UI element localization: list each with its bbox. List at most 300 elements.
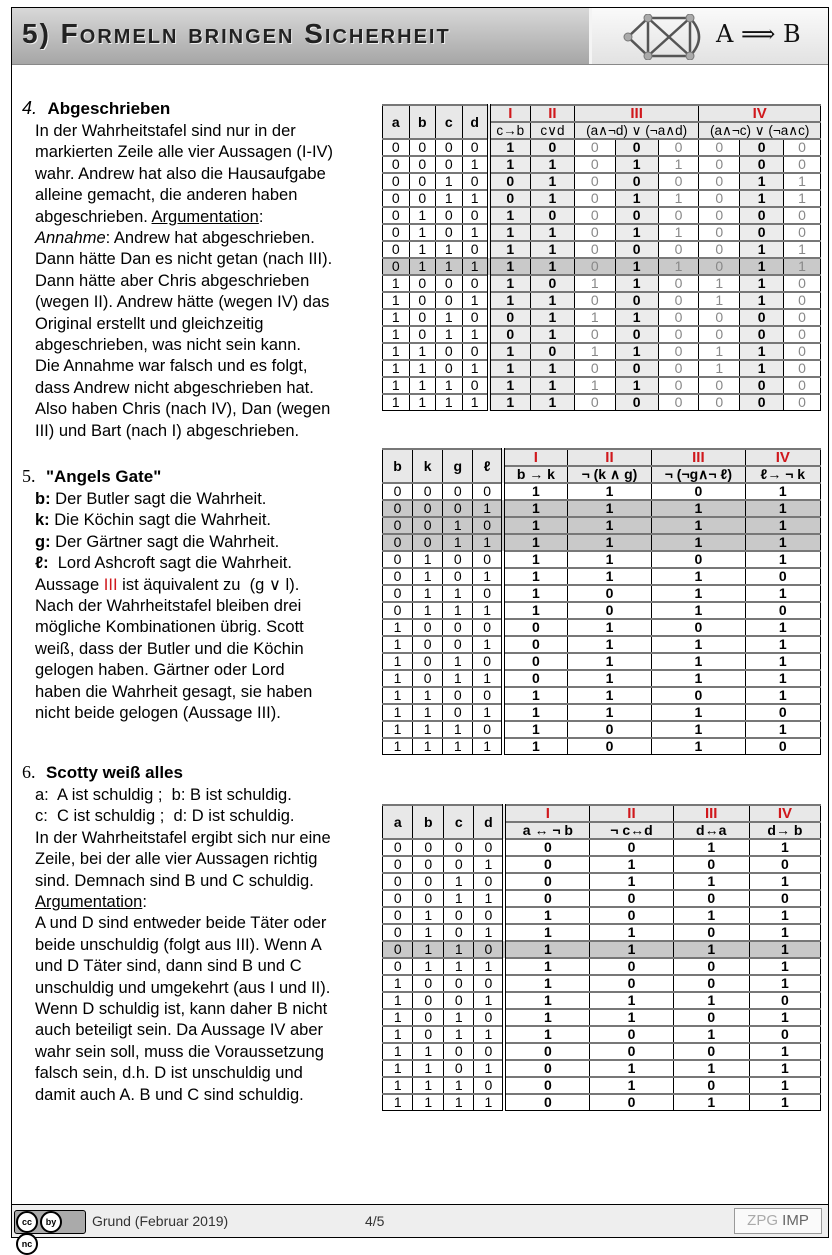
value-cell: 0 [590, 890, 673, 907]
value-cell: 0 [503, 670, 567, 687]
table-row [383, 360, 821, 377]
var-cell: 1 [383, 343, 410, 360]
var-cell: 0 [474, 1043, 504, 1060]
value-cell: 1 [740, 360, 784, 377]
table-row [383, 636, 821, 653]
var-cell: 1 [473, 670, 503, 687]
value-cell: 1 [652, 500, 745, 517]
table-row [383, 500, 821, 517]
var-cell: 1 [443, 602, 473, 619]
value-cell: 1 [745, 534, 820, 551]
value-cell: 0 [658, 207, 699, 224]
value-cell: 1 [673, 839, 749, 856]
value-cell: 1 [615, 258, 658, 275]
var-cell: 0 [474, 839, 504, 856]
value-cell: 1 [489, 394, 531, 411]
value-cell: 1 [784, 173, 821, 190]
value-cell: 0 [574, 241, 615, 258]
value-cell: 1 [699, 292, 740, 309]
value-cell: 1 [784, 241, 821, 258]
statement-number: II [567, 449, 651, 466]
definition-line [35, 553, 380, 574]
value-cell: 0 [503, 636, 567, 653]
var-cell: 0 [474, 975, 504, 992]
value-cell: 1 [749, 839, 820, 856]
text-line [35, 207, 380, 228]
value-cell: 1 [615, 343, 658, 360]
var-cell: 0 [473, 653, 503, 670]
var-cell: 1 [436, 241, 463, 258]
value-cell: 1 [503, 568, 567, 585]
var-cell: 0 [413, 670, 443, 687]
value-cell: 0 [590, 839, 673, 856]
value-cell: 0 [673, 856, 749, 873]
value-cell: 1 [567, 500, 651, 517]
brand-zpg: ZPG [747, 1212, 778, 1229]
var-cell: 0 [413, 636, 443, 653]
value-cell: 1 [567, 704, 651, 721]
footer-author: Grund (Februar 2019) [92, 1213, 229, 1229]
section-number: 5. [22, 466, 36, 486]
value-cell: 1 [590, 924, 673, 941]
value-cell: 0 [615, 173, 658, 190]
formula-header: d↔a [673, 822, 749, 839]
value-cell: 0 [530, 139, 574, 156]
value-cell: 1 [740, 173, 784, 190]
var-cell: 1 [462, 258, 489, 275]
section-heading [22, 466, 380, 487]
var-cell: 0 [409, 156, 436, 173]
var-cell: 1 [409, 343, 436, 360]
value-cell: 0 [673, 975, 749, 992]
value-cell: 0 [699, 156, 740, 173]
value-cell: 0 [652, 551, 745, 568]
section-5 [22, 466, 380, 724]
value-cell: 0 [699, 190, 740, 207]
value-cell: 1 [673, 873, 749, 890]
var-cell: 1 [413, 1043, 443, 1060]
var-cell: 1 [409, 394, 436, 411]
section-6 [22, 762, 380, 1106]
value-cell: 1 [749, 958, 820, 975]
var-cell: 0 [443, 636, 473, 653]
argumentation-label: Argumentation [35, 893, 143, 912]
var-cell: 1 [383, 687, 413, 704]
value-cell: 0 [784, 360, 821, 377]
var-cell: 1 [462, 292, 489, 309]
value-cell: 0 [658, 241, 699, 258]
var-cell: 0 [383, 958, 413, 975]
section-text [22, 785, 380, 1106]
value-cell: 1 [503, 721, 567, 738]
var-cell: 0 [413, 873, 443, 890]
text-line: a: A ist schuldig ; b: B ist schuldig. [35, 786, 292, 804]
var-cell: 0 [409, 190, 436, 207]
value-cell: 1 [745, 517, 820, 534]
value-cell: 1 [652, 568, 745, 585]
table-row [383, 941, 821, 958]
var-cell: 1 [413, 687, 443, 704]
var-cell: 1 [383, 1077, 413, 1094]
value-cell: 0 [504, 890, 589, 907]
var-cell: 0 [474, 1077, 504, 1094]
table-row [383, 619, 821, 636]
var-cell: 0 [383, 873, 413, 890]
var-cell: 0 [473, 483, 503, 500]
statement-number: III [673, 805, 749, 822]
var-cell: 0 [413, 975, 443, 992]
value-cell: 1 [567, 653, 651, 670]
value-cell: 1 [504, 958, 589, 975]
var-cell: 0 [383, 839, 413, 856]
var-cell: 0 [413, 839, 443, 856]
table-row [383, 568, 821, 585]
value-cell: 0 [673, 1077, 749, 1094]
var-cell: 1 [473, 636, 503, 653]
value-cell: 0 [574, 292, 615, 309]
table-row [383, 890, 821, 907]
value-cell: 1 [740, 275, 784, 292]
var-cell: 0 [383, 924, 413, 941]
value-cell: 0 [749, 890, 820, 907]
text-span: : [142, 893, 147, 912]
text-line: auch beteiligt sein. Da Aussage IV aber [35, 1021, 324, 1040]
table-row [383, 551, 821, 568]
text-line: Dann hätte aber Chris abgeschrieben [35, 271, 310, 290]
value-cell: 0 [503, 653, 567, 670]
var-cell: 0 [413, 1009, 443, 1026]
value-cell: 0 [504, 1094, 589, 1111]
value-cell: 0 [740, 139, 784, 156]
table-row [383, 856, 821, 873]
value-cell: 1 [567, 636, 651, 653]
var-cell: 1 [413, 1094, 443, 1111]
section-heading [22, 98, 380, 119]
var-cell: 0 [383, 207, 410, 224]
value-cell: 1 [673, 1060, 749, 1077]
var-header: g [443, 449, 473, 483]
var-cell: 1 [443, 670, 473, 687]
var-cell: 0 [413, 856, 443, 873]
statement-number: IV [699, 105, 821, 122]
value-cell: 1 [489, 275, 531, 292]
value-cell: 1 [567, 670, 651, 687]
var-cell: 0 [383, 856, 413, 873]
var-cell: 1 [383, 619, 413, 636]
value-cell: 0 [784, 139, 821, 156]
var-cell: 1 [443, 1026, 473, 1043]
value-cell: 1 [530, 156, 574, 173]
var-cell: 1 [436, 190, 463, 207]
table-row [383, 139, 821, 156]
var-cell: 0 [443, 839, 473, 856]
value-cell: 0 [699, 309, 740, 326]
value-cell: 1 [652, 670, 745, 687]
var-cell: 1 [473, 568, 503, 585]
var-cell: 0 [409, 292, 436, 309]
value-cell: 0 [749, 1026, 820, 1043]
value-cell: 0 [740, 156, 784, 173]
value-cell: 1 [530, 258, 574, 275]
value-cell: 1 [530, 360, 574, 377]
text-line: A und D sind entweder beide Täter oder [35, 914, 327, 933]
statement-number: I [503, 449, 567, 466]
value-cell: 1 [652, 636, 745, 653]
page-title: 5) Formeln bringen Sicherheit [22, 18, 451, 49]
text-line [35, 892, 380, 913]
brand-imp: IMP [778, 1212, 809, 1229]
value-cell: 1 [489, 258, 531, 275]
value-cell: 0 [574, 360, 615, 377]
value-cell: 1 [699, 343, 740, 360]
value-cell: 0 [652, 483, 745, 500]
value-cell: 1 [567, 534, 651, 551]
text-span: abgeschrieben. [35, 207, 148, 226]
var-cell: 0 [383, 190, 410, 207]
table-row [383, 377, 821, 394]
text-line: markierten Zeile alle vier Aussagen (I-IV) [35, 143, 334, 162]
var-cell: 0 [443, 483, 473, 500]
var-cell: 1 [436, 377, 463, 394]
formula-header: (a∧¬c) ∨ (¬a∧c) [699, 122, 821, 139]
var-cell: 1 [443, 738, 473, 755]
var-cell: 1 [474, 924, 504, 941]
var-cell: 1 [443, 941, 473, 958]
var-cell: 1 [413, 721, 443, 738]
value-cell: 0 [574, 258, 615, 275]
value-cell: 1 [652, 704, 745, 721]
value-cell: 1 [740, 292, 784, 309]
var-cell: 0 [462, 139, 489, 156]
value-cell: 1 [503, 534, 567, 551]
value-cell: 0 [504, 873, 589, 890]
text-line: alleine gemacht, die anderen haben [35, 186, 298, 205]
value-cell: 1 [652, 721, 745, 738]
var-cell: 0 [443, 551, 473, 568]
value-cell: 0 [615, 394, 658, 411]
value-cell: 0 [784, 326, 821, 343]
value-cell: 0 [699, 224, 740, 241]
var-cell: 0 [443, 704, 473, 721]
text-line [35, 228, 380, 249]
value-cell: 1 [652, 602, 745, 619]
value-cell: 0 [590, 975, 673, 992]
table-row [383, 483, 821, 500]
table-row [383, 907, 821, 924]
var-cell: 0 [473, 551, 503, 568]
var-cell: 1 [409, 241, 436, 258]
var-cell: 1 [383, 326, 410, 343]
table-row [383, 1094, 821, 1111]
value-cell: 1 [658, 190, 699, 207]
value-cell: 0 [658, 326, 699, 343]
value-cell: 0 [699, 258, 740, 275]
var-cell: 1 [474, 992, 504, 1009]
truth-table-scotty [382, 804, 821, 1111]
var-cell: 1 [409, 224, 436, 241]
formula-header: ¬ (k ∧ g) [567, 466, 651, 483]
value-cell: 1 [530, 292, 574, 309]
text-line: unschuldig und umgekehrt (aus I und II). [35, 978, 331, 997]
value-cell: 0 [699, 173, 740, 190]
value-cell: 1 [749, 1094, 820, 1111]
var-cell: 0 [383, 483, 413, 500]
value-cell: 1 [530, 241, 574, 258]
value-cell: 0 [615, 292, 658, 309]
var-cell: 0 [443, 1043, 473, 1060]
value-cell: 0 [749, 856, 820, 873]
section-title: Scotty weiß alles [45, 763, 183, 782]
statement-number: IV [745, 449, 820, 466]
var-cell: 0 [443, 924, 473, 941]
value-cell: 0 [503, 619, 567, 636]
var-cell: 1 [413, 924, 443, 941]
value-cell: 0 [504, 839, 589, 856]
value-cell: 0 [658, 173, 699, 190]
var-header: c [443, 805, 473, 839]
var-cell: 0 [383, 258, 410, 275]
table-row [383, 839, 821, 856]
var-cell: 0 [383, 500, 413, 517]
table-row [383, 1077, 821, 1094]
value-cell: 0 [590, 907, 673, 924]
var-cell: 1 [443, 721, 473, 738]
var-cell: 1 [413, 1060, 443, 1077]
formula-header: ¬ c↔d [590, 822, 673, 839]
var-cell: 0 [436, 292, 463, 309]
text-line: (wegen II). Andrew hätte (wegen IV) das [35, 293, 330, 312]
var-cell: 1 [413, 941, 443, 958]
var-cell: 0 [383, 139, 410, 156]
var-cell: 1 [383, 1026, 413, 1043]
text-line: nicht beide gelogen (Aussage III). [35, 704, 281, 723]
definition-line [35, 510, 380, 531]
var-cell: 1 [413, 551, 443, 568]
value-cell: 0 [574, 190, 615, 207]
value-cell: 0 [615, 207, 658, 224]
statement-number: I [504, 805, 589, 822]
by-icon: by [40, 1211, 62, 1233]
formula-header: a ↔ ¬ b [504, 822, 589, 839]
value-cell: 1 [784, 258, 821, 275]
text-line: In der Wahrheitstafel sind nur in der [35, 122, 296, 140]
value-cell: 1 [673, 1094, 749, 1111]
value-cell: 1 [745, 670, 820, 687]
var-cell: 1 [443, 890, 473, 907]
var-header: a [383, 105, 410, 139]
section-4 [22, 98, 380, 442]
var-cell: 0 [383, 941, 413, 958]
variable-key: b: [35, 490, 51, 508]
text-span: : Andrew hat abgeschrieben. [105, 229, 315, 248]
value-cell: 0 [784, 309, 821, 326]
value-cell: 0 [658, 275, 699, 292]
argumentation-label: Argumentation [151, 207, 259, 226]
var-header: c [436, 105, 463, 139]
table-row [383, 326, 821, 343]
value-cell: 1 [740, 190, 784, 207]
var-cell: 0 [443, 568, 473, 585]
value-cell: 1 [652, 653, 745, 670]
section-title: Abgeschrieben [47, 99, 171, 118]
value-cell: 0 [784, 343, 821, 360]
var-cell: 0 [436, 139, 463, 156]
value-cell: 1 [699, 275, 740, 292]
formula-header: d→ b [749, 822, 820, 839]
value-cell: 1 [503, 704, 567, 721]
variable-desc: Lord Ashcroft sagt die Wahrheit. [48, 554, 292, 573]
value-cell: 0 [658, 360, 699, 377]
var-cell: 1 [474, 1094, 504, 1111]
var-cell: 0 [443, 856, 473, 873]
value-cell: 1 [615, 377, 658, 394]
statement-number: III [652, 449, 745, 466]
value-cell: 1 [503, 517, 567, 534]
value-cell: 0 [504, 1043, 589, 1060]
value-cell: 0 [740, 224, 784, 241]
statement-number: I [489, 105, 531, 122]
var-cell: 0 [443, 500, 473, 517]
value-cell: 0 [530, 207, 574, 224]
var-cell: 1 [413, 704, 443, 721]
value-cell: 0 [699, 207, 740, 224]
table-row [383, 156, 821, 173]
text-line: c: C ist schuldig ; d: D ist schuldig. [35, 807, 295, 826]
var-cell: 1 [413, 907, 443, 924]
var-cell: 0 [413, 890, 443, 907]
var-cell: 1 [383, 975, 413, 992]
value-cell: 0 [673, 1043, 749, 1060]
var-cell: 0 [473, 721, 503, 738]
text-line: Wenn D schuldig ist, kann daher B nicht [35, 1000, 328, 1019]
value-cell: 1 [504, 1009, 589, 1026]
text-line [35, 575, 380, 596]
value-cell: 1 [503, 687, 567, 704]
var-cell: 0 [443, 992, 473, 1009]
value-cell: 0 [504, 1060, 589, 1077]
var-cell: 1 [409, 360, 436, 377]
value-cell: 0 [574, 207, 615, 224]
cc-icon: cc [16, 1211, 38, 1233]
var-cell: 1 [443, 653, 473, 670]
value-cell: 0 [673, 1009, 749, 1026]
value-cell: 1 [567, 619, 651, 636]
value-cell: 1 [745, 721, 820, 738]
var-cell: 0 [409, 173, 436, 190]
value-cell: 1 [658, 156, 699, 173]
table-row [383, 1009, 821, 1026]
value-cell: 1 [574, 343, 615, 360]
table-row [383, 1060, 821, 1077]
value-cell: 1 [503, 602, 567, 619]
value-cell: 1 [745, 500, 820, 517]
value-cell: 1 [658, 258, 699, 275]
var-cell: 0 [413, 483, 443, 500]
table-row [383, 190, 821, 207]
var-cell: 1 [462, 224, 489, 241]
page-number: 4/5 [365, 1213, 385, 1229]
var-header: b [409, 105, 436, 139]
value-cell: 1 [749, 1009, 820, 1026]
var-cell: 1 [383, 394, 410, 411]
table-row [383, 241, 821, 258]
table-row [383, 534, 821, 551]
value-cell: 1 [590, 873, 673, 890]
text-line: Die Annahme war falsch und es folgt, [35, 357, 308, 376]
formula-header: ¬ (¬g∧¬ ℓ) [652, 466, 745, 483]
var-cell: 1 [383, 738, 413, 755]
value-cell: 1 [615, 156, 658, 173]
